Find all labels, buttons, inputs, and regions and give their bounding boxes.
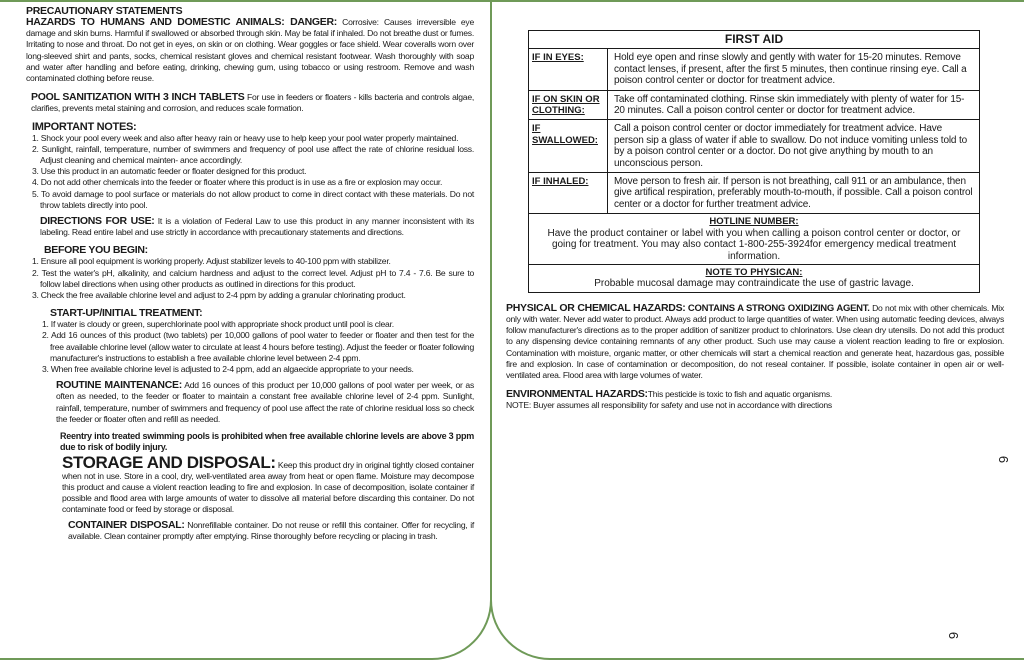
hazards-section	[26, 17, 474, 84]
environmental-text: This pesticide is toxic to fish and aquatic organisms.	[647, 389, 833, 400]
physical-hazards-section	[506, 303, 1010, 381]
hazards-text: Corrosive: Causes irreversible eye damage and skin burns. Harmful if swallowed or absorbed through skin. May be fatal if inhaled. Do not breathe dust or fumes. Irritating to nose and throat. Do not get in eyes, on skin or on clothing. Wear goggles or face shield. Wear coveralls worn over long-sleeved shirt and pants, socks, chemical resistant gloves and chemical resistant footwear. Wash thoroughly with soap and water after handling and before eating, drinking, chewing gum, using tobacco or using restroom. Remove and wash contaminated clothing before reuse.	[26, 17, 475, 84]
pool-text: For use in feeders or floaters - kills bacteria and controls algae, clarifies, prevents metal staining and corrosion, and reduces scale formation.	[31, 92, 474, 114]
container-section	[26, 520, 474, 542]
first-aid-text: Move person to fresh air. If person is not breathing, call 911 or an ambulance, then give artifical respiration, preferably mouth-to-mouth, if possible. Call a poison control center or a doctor for further treatment advice.	[614, 176, 973, 210]
first-aid-text: Call a poison control center or doctor immediately for treatment advice. Have person sip a glass of water if able to swallow. Do not induce vomiting unless told to by a poison control center or a doctor. Do not give anything by mouth to an unconscious person.	[614, 123, 968, 169]
list-item: 4. Do not add other chemicals into the feeder or floater where this product is in use as a fire or explosion may occur.	[32, 177, 443, 188]
before-list	[26, 256, 474, 301]
first-aid-row	[529, 49, 979, 90]
startup-list	[26, 319, 474, 375]
left-label-panel	[0, 0, 492, 660]
first-aid-text: Take off contaminated clothing. Rinse skin immediately with plenty of water for 15-20 minutes. Call a poison control center or doctor for treatment advice.	[614, 93, 965, 117]
hazards-heading: HAZARDS TO HUMANS AND DOMESTIC ANIMALS: DANGER:	[26, 16, 337, 28]
right-label-panel	[490, 0, 1024, 660]
physical-lead: CONTAINS A STRONG OXIDIZING AGENT.	[687, 302, 870, 314]
storage-heading: STORAGE AND DISPOSAL:	[62, 452, 276, 472]
list-item: 1. Ensure all pool equipment is working properly. Adjust stabilizer levels to 40-100 ppm with stabilizer.	[32, 256, 391, 267]
precautionary-title: PRECAUTIONARY STATEMENTS	[26, 5, 183, 17]
environmental-heading: ENVIRONMENTAL HAZARDS:	[506, 388, 648, 401]
list-item: 1. Shock your pool every week and also after heavy rain or heavy use to help keep your pool water properly maintained.	[32, 132, 459, 143]
routine-text: Add 16 ounces of this product per 10,000 gallons of pool water per week, or as often as needed, to the feeder or floater to maintain a constant free available chlorine level of 2-4 ppm. Sunlight, rainfall, temperature, number of swimmers and frequency of pool use affect the rate of chlorine residual loss so check the feeder or floater often and refill as needed.	[56, 380, 474, 424]
hotline-text: Have the product container or label with you when calling a poison control center or doctor, or going for treatment. You may also contact 1-800-255-3924for emergency medical treatment information.	[547, 227, 961, 262]
list-item: 3. Check the free available chlorine level and adjust to 2-4 ppm by adding a granular chlorinating product.	[32, 290, 406, 301]
list-item: 2. Add 16 ounces of this product (two tablets) per 10,000 gallons of pool water to feeder or floater and then test for the free available chlorine level (allow water to circulate at least 4 hours before testing). Adjust the feeder or floater following manufacturer's instructions to establish a free available chlorine level between 2-4 ppm.	[42, 330, 474, 363]
physician-heading: NOTE TO PHYSICAN:	[705, 266, 803, 278]
first-aid-row	[529, 173, 979, 214]
reentry-text: Reentry into treated swimming pools is prohibited when free available chlorine levels are above 3 ppm due to risk of bodily injury.	[60, 431, 474, 453]
page-number: 6	[946, 631, 962, 640]
list-item: 2. Sunlight, rainfall, temperature, number of swimmers and frequency of pool use affect the rate of chlorine residual loss. Adjust cleaning and chemical mainten- ance accordingly.	[32, 143, 474, 166]
first-aid-label: IF ON SKIN OR CLOTHING:	[529, 91, 608, 120]
container-heading: CONTAINER DISPOSAL:	[68, 518, 185, 531]
list-item: 3. When free available chlorine level is adjusted to 2-4 ppm, add an algaecide appropriate to your needs.	[42, 364, 414, 375]
hotline-section	[529, 214, 979, 265]
first-aid-text: Hold eye open and rinse slowly and gently with water for 15-20 minutes. Remove contact lenses, if present, after the first 5 minutes, then continue rinsing eye. Call a poison control center or doctor for treatment advice.	[614, 52, 967, 87]
note-text: NOTE: Buyer assumes all responsibility for safety and use not in accordance with directions	[506, 400, 832, 411]
directions-text: It is a violation of Federal Law to use this product in any manner inconsistent with its labeling. Read entire label and use strictly in accordance with precautionary statements and directions.	[40, 216, 474, 238]
first-aid-label: IF IN EYES:	[529, 49, 608, 89]
physical-text: Do not mix with other chemicals. Mix only with water. Never add water to product. Always add product to large quantities of water. When using automatic feeding devices, always follow manufacturer's directions as to the proper addition of sanitizer product to chlorinators. Use clean dry utensils. Do not add this product to any dispensing device containing remnants of any other product. Such use may cause a violent reaction leading to fire or explosion. Contamination with moisture, organic matter, or other chemicals will start a chemical reaction and generate heat, hazardous gas, possible fire and explosion. In case of contamination or decomposition, do not reseal container. If possible, isolate container in open air or well-ventilated area. Flood area with large volumes of water.	[506, 302, 1005, 380]
page-number: 6	[996, 455, 1012, 464]
environmental-section	[506, 389, 1010, 400]
first-aid-row	[529, 91, 979, 121]
first-aid-label: IF SWALLOWED:	[529, 120, 608, 172]
startup-heading: START-UP/INITIAL TREATMENT:	[50, 307, 203, 320]
first-aid-row	[529, 120, 979, 173]
pool-heading: POOL SANITIZATION WITH 3 INCH TABLETS	[31, 91, 245, 104]
first-aid-label: IF INHALED:	[529, 173, 608, 213]
list-item: 3. Use this product in an automatic feeder or floater designed for this product.	[32, 166, 307, 177]
directions-section	[26, 216, 474, 238]
physician-section	[529, 265, 979, 292]
first-aid-title: FIRST AID	[529, 31, 979, 49]
storage-section	[26, 452, 474, 516]
container-text: Nonrefillable container. Do not reuse or refill this container. Offer for recycling, if available. Clean container promptly after emptying. Rinse thoroughly before recycling or placing in trash.	[68, 519, 474, 541]
important-heading: IMPORTANT NOTES:	[32, 120, 137, 133]
storage-text: Keep this product dry in original tightly closed container when not in use. Store in a cool, dry, well-ventilated area away from heat or open flame. Moisture may decompose this product and cause a violent reaction leading to fire and explosion. In case of decomposition, isolate container if possible and flood area with large amounts of water to dissolve all material before discarding this container. Do not contaminate food or feed by storage or disposal.	[62, 459, 474, 515]
before-heading: BEFORE YOU BEGIN:	[44, 244, 148, 257]
routine-heading: ROUTINE MAINTENANCE:	[56, 379, 182, 392]
first-aid-box	[528, 30, 980, 293]
list-item: 1. If water is cloudy or green, superchlorinate pool with appropriate shock product until pool is clear.	[42, 319, 394, 330]
hotline-heading: HOTLINE NUMBER:	[709, 216, 799, 228]
physician-text: Probable mucosal damage may contraindicate the use of gastric lavage.	[594, 278, 914, 290]
list-item: 2. Test the water's pH, alkalinity, and calcium hardness and adjust to the correct level. Adjust pH to 7.4 - 7.6. Be sure to follow label directions when using other products as outlined in directions for this product.	[32, 267, 474, 289]
important-list	[26, 133, 474, 211]
pool-section	[26, 92, 474, 114]
directions-heading: DIRECTIONS FOR USE:	[40, 215, 155, 228]
list-item: 5. To avoid damage to pool surface or materials do not allow product to come in direct contact with these materials. Do not throw tablets directly into pool.	[32, 188, 474, 210]
physical-heading: PHYSICAL OR CHEMICAL HAZARDS:	[506, 301, 686, 314]
routine-section	[26, 380, 474, 425]
